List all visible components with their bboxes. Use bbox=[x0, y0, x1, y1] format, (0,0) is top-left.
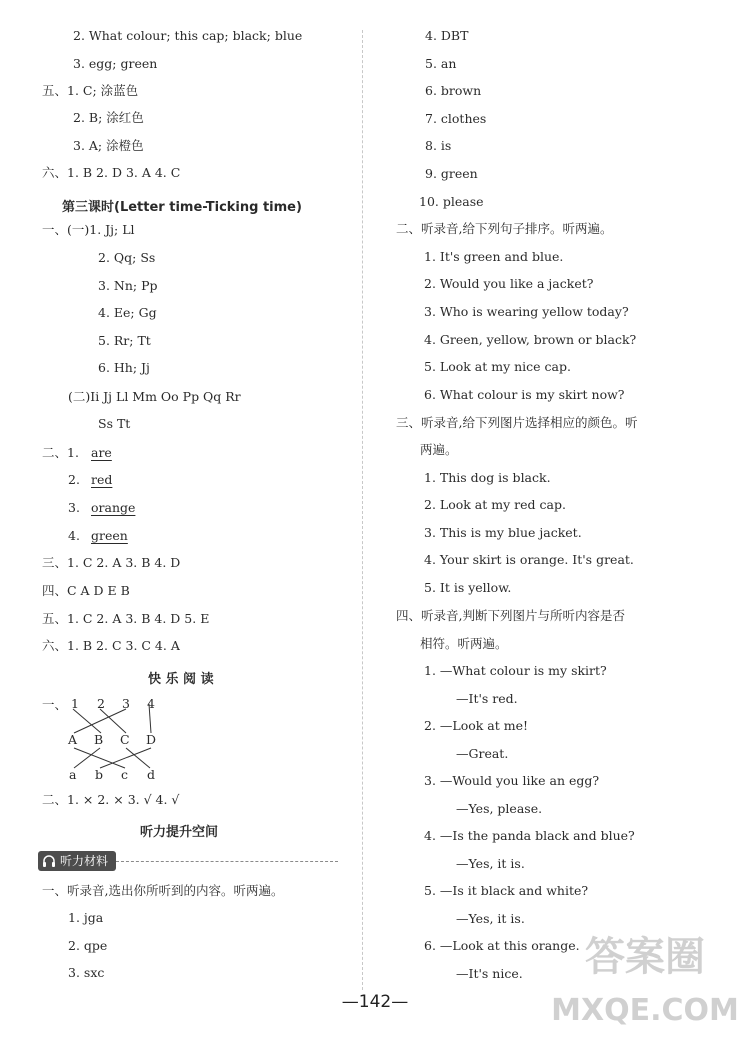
section-heading-reading: 快 乐 阅 读 bbox=[148, 672, 214, 687]
svg-text:答案圈: 答案圈 bbox=[585, 934, 705, 980]
answer-line: 2. B; 涂红色 bbox=[73, 110, 144, 125]
section-heading-listening: 听力提升空间 bbox=[140, 825, 219, 840]
answer-line: 3. This is my blue jacket. bbox=[424, 525, 582, 540]
match-number: 4 bbox=[147, 696, 155, 711]
underlined-answer: are bbox=[91, 445, 112, 460]
answer-line: 一、听录音,选出你所听到的内容。听两遍。 bbox=[42, 883, 284, 898]
answer-line: 五、1. C; 涂蓝色 bbox=[42, 83, 139, 98]
answer-line: 4. Your skirt is orange. It's great. bbox=[424, 552, 634, 567]
answer-line: 4. bbox=[68, 528, 80, 543]
answer-line: —It's red. bbox=[456, 691, 518, 706]
match-letter-lower: b bbox=[95, 767, 104, 782]
answer-line: 10. please bbox=[419, 194, 484, 209]
match-number: 3 bbox=[122, 696, 130, 711]
answer-line: 5. an bbox=[425, 56, 457, 71]
answer-line: 1. jga bbox=[68, 910, 104, 925]
match-letter: A bbox=[68, 732, 78, 747]
page-number: —142— bbox=[341, 992, 409, 1012]
section-instruction: 二、听录音,给下列句子排序。听两遍。 bbox=[396, 221, 613, 236]
match-letter-lower: a bbox=[69, 767, 77, 782]
answer-line: 2. —Look at me! bbox=[424, 718, 529, 733]
underlined-answer: green bbox=[91, 528, 128, 543]
answer-line: 2. qpe bbox=[68, 938, 108, 953]
section-instruction: 四、听录音,判断下列图片与所听内容是否 bbox=[396, 608, 625, 623]
answer-line: 6. Hh; Jj bbox=[98, 360, 150, 375]
answer-line: (二)Ii Jj Ll Mm Oo Pp Qq Rr bbox=[68, 389, 241, 404]
dashed-rule bbox=[116, 861, 338, 862]
answer-line: 六、1. B 2. C 3. C 4. A bbox=[42, 638, 180, 653]
answer-line: 2. Look at my red cap. bbox=[424, 497, 566, 512]
underlined-answer: orange bbox=[91, 500, 136, 515]
section-heading-lesson3: 第三课时(Letter time-Ticking time) bbox=[62, 200, 302, 215]
section-instruction: 相符。听两遍。 bbox=[420, 636, 508, 651]
answer-line: 4. DBT bbox=[425, 28, 469, 43]
answer-line: 二、1. bbox=[42, 445, 79, 460]
section-instruction: 两遍。 bbox=[420, 442, 458, 457]
match-letter-lower: d bbox=[147, 767, 156, 782]
answer-line: 9. green bbox=[425, 166, 478, 181]
answer-line: 一、(一)1. Jj; Ll bbox=[42, 222, 135, 237]
answer-line: 7. clothes bbox=[425, 111, 487, 126]
answer-line: —Yes, it is. bbox=[456, 856, 525, 871]
answer-line: 3. —Would you like an egg? bbox=[424, 773, 600, 788]
column-divider bbox=[362, 30, 363, 990]
answer-line: 2. bbox=[68, 472, 80, 487]
answer-line: —It's nice. bbox=[456, 966, 523, 981]
answer-line: 1. It's green and blue. bbox=[424, 249, 564, 264]
answer-line: 四、C A D E B bbox=[42, 583, 130, 598]
answer-line: 3. Who is wearing yellow today? bbox=[424, 304, 629, 319]
match-letter: D bbox=[146, 732, 157, 747]
listening-material-tag bbox=[38, 851, 116, 871]
answer-line: 1. This dog is black. bbox=[424, 470, 551, 485]
answer-line: 5. Rr; Tt bbox=[98, 333, 151, 348]
answer-line: 3. egg; green bbox=[73, 56, 158, 71]
answer-line: 五、1. C 2. A 3. B 4. D 5. E bbox=[42, 611, 210, 626]
answer-line: 2. Would you like a jacket? bbox=[424, 276, 594, 291]
answer-line: 3. A; 涂橙色 bbox=[73, 138, 144, 153]
answer-line: 8. is bbox=[425, 138, 452, 153]
headphones-icon bbox=[42, 854, 56, 868]
answer-line: 二、1. × 2. × 3. √ 4. √ bbox=[42, 792, 180, 807]
answer-line: 4. —Is the panda black and blue? bbox=[424, 828, 635, 843]
answer-line: 2. Qq; Ss bbox=[98, 250, 156, 265]
match-number: 2 bbox=[97, 696, 105, 711]
answer-line: 4. Ee; Gg bbox=[98, 305, 157, 320]
match-letter-lower: c bbox=[121, 767, 129, 782]
match-letter: C bbox=[120, 732, 130, 747]
answer-line: —Yes, it is. bbox=[456, 911, 525, 926]
answer-line: —Yes, please. bbox=[456, 801, 543, 816]
answer-line: 三、1. C 2. A 3. B 4. D bbox=[42, 555, 181, 570]
answer-line: 一、 bbox=[42, 697, 68, 712]
answer-line: 5. Look at my nice cap. bbox=[424, 359, 571, 374]
answer-line: —Great. bbox=[456, 746, 509, 761]
answer-line: 3. bbox=[68, 500, 80, 515]
answer-line: 6. What colour is my skirt now? bbox=[424, 387, 625, 402]
answer-line: Ss Tt bbox=[98, 416, 131, 431]
underlined-answer: red bbox=[91, 472, 113, 487]
answer-line: 6. brown bbox=[425, 83, 482, 98]
answer-line: 1. —What colour is my skirt? bbox=[424, 663, 607, 678]
answer-line: 2. What colour; this cap; black; blue bbox=[73, 28, 303, 43]
section-instruction: 三、听录音,给下列图片选择相应的颜色。听 bbox=[396, 415, 638, 430]
svg-text:MXQE.COM: MXQE.COM bbox=[551, 993, 739, 1028]
answer-line: 5. It is yellow. bbox=[424, 580, 512, 595]
match-letter: B bbox=[94, 732, 104, 747]
answer-line: 3. Nn; Pp bbox=[98, 278, 158, 293]
match-number: 1 bbox=[71, 696, 79, 711]
listening-material-label: 听力材料 bbox=[60, 854, 109, 868]
answer-line: 6. —Look at this orange. bbox=[424, 938, 580, 953]
answer-line: 4. Green, yellow, brown or black? bbox=[424, 332, 637, 347]
watermark-logo bbox=[550, 920, 740, 1038]
answer-line: 5. —Is it black and white? bbox=[424, 883, 589, 898]
answer-line: 3. sxc bbox=[68, 965, 105, 980]
answer-line: 六、1. B 2. D 3. A 4. C bbox=[42, 165, 181, 180]
